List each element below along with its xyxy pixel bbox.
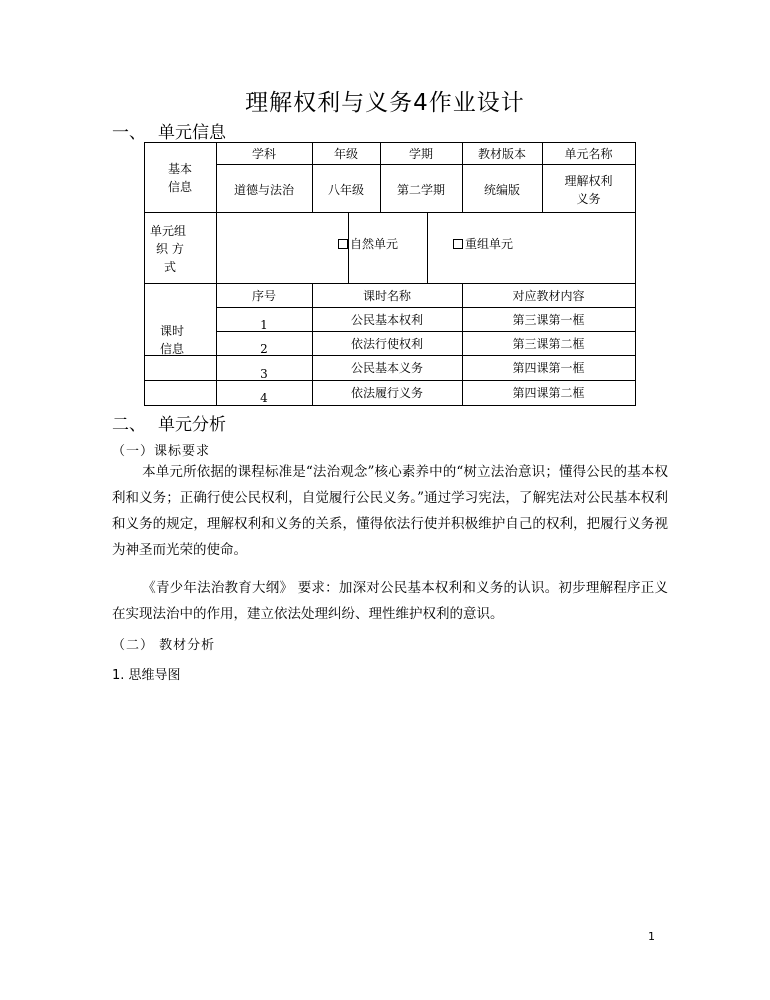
lesson-name: 依法履行义务 (350, 386, 423, 400)
unit-name-line2: 义务 (576, 192, 601, 206)
org-label (150, 222, 206, 276)
lesson-header-no: 序号 (251, 289, 276, 303)
subheading-mindmap: 1. 思维导图 (112, 668, 181, 683)
section-label: 单元信息 (158, 123, 226, 143)
section-number: 一、 (112, 123, 146, 143)
option-natural-label: 自然单元 (350, 237, 399, 251)
lesson-name: 公民基本义务 (350, 361, 423, 375)
value-grade: 八年级 (327, 183, 364, 197)
org-label-line3: 式 (164, 260, 177, 274)
lesson-content: 第四课第二框 (512, 386, 585, 400)
value-edition: 统编版 (483, 183, 520, 197)
org-label-line1: 单元组 (150, 224, 187, 238)
header-subject: 学科 (251, 147, 276, 161)
option-regrouped-unit[interactable] (453, 235, 513, 253)
lesson-no: 1 (260, 318, 268, 332)
lesson-header-content: 对应教材内容 (512, 289, 585, 303)
checkbox-icon[interactable] (338, 239, 348, 249)
header-unit-name: 单元名称 (564, 147, 613, 161)
page-number: 1 (648, 930, 655, 943)
lesson-content: 第三课第一框 (512, 313, 585, 327)
lesson-label-line2: 信息 (159, 342, 184, 356)
subheading-textbook: （二） 教材分析 (112, 638, 216, 653)
lesson-info-label (144, 322, 200, 358)
paragraph-text: 《青少年法治教育大纲》 要求：加深对公民基本权利和义务的认识。初步理解程序正义在实现法治中的作用，建立依法处理纠纷、理性维护权利的意识。 (112, 580, 668, 622)
basic-info-label (144, 160, 216, 196)
header-grade: 年级 (333, 147, 358, 161)
lesson-name: 公民基本权利 (350, 313, 423, 327)
header-term: 学期 (408, 147, 433, 161)
option-regrouped-label: 重组单元 (465, 237, 514, 251)
paragraph-outline (112, 575, 668, 627)
value-unit-name (542, 172, 635, 208)
section-heading-unit-analysis (112, 410, 226, 435)
subheading-curriculum: （一）课标要求 (112, 444, 211, 459)
lesson-header-name: 课时名称 (362, 289, 411, 303)
header-edition: 教材版本 (477, 147, 526, 161)
lesson-content: 第三课第二框 (512, 337, 585, 351)
lesson-no: 3 (260, 367, 268, 381)
document-title: 理解权利与义务4作业设计 (245, 90, 525, 116)
lesson-content: 第四课第一框 (512, 361, 585, 375)
basic-info-label-line2: 信息 (167, 180, 192, 194)
basic-info-label-line1: 基本 (167, 162, 192, 176)
unit-name-line1: 理解权利 (564, 174, 613, 188)
value-subject: 道德与法治 (233, 183, 294, 197)
section-label: 单元分析 (158, 415, 226, 435)
checkbox-icon[interactable] (453, 239, 463, 249)
paragraph-text: 本单元所依据的课程标准是“法治观念”核心素养中的“树立法治意识；懂得公民的基本权利和义务；正确行使公民权利，自觉履行公民义务。”通过学习宪法，了解宪法对公民基本权利和义务的规定，理解权利和义务的关系，懂得依法行使并积极维护自己的权利，把履行义务视为神圣而光荣的使命。 (112, 464, 668, 558)
lesson-name: 依法行使权利 (350, 337, 423, 351)
option-natural-unit[interactable] (338, 235, 398, 253)
paragraph-curriculum (112, 459, 668, 563)
lesson-no: 2 (260, 342, 268, 356)
value-term: 第二学期 (396, 183, 445, 197)
lesson-label-line1: 课时 (159, 324, 184, 338)
org-label-line2: 织 方 (156, 242, 184, 256)
section-number: 二、 (112, 415, 146, 435)
lesson-no: 4 (260, 391, 268, 405)
